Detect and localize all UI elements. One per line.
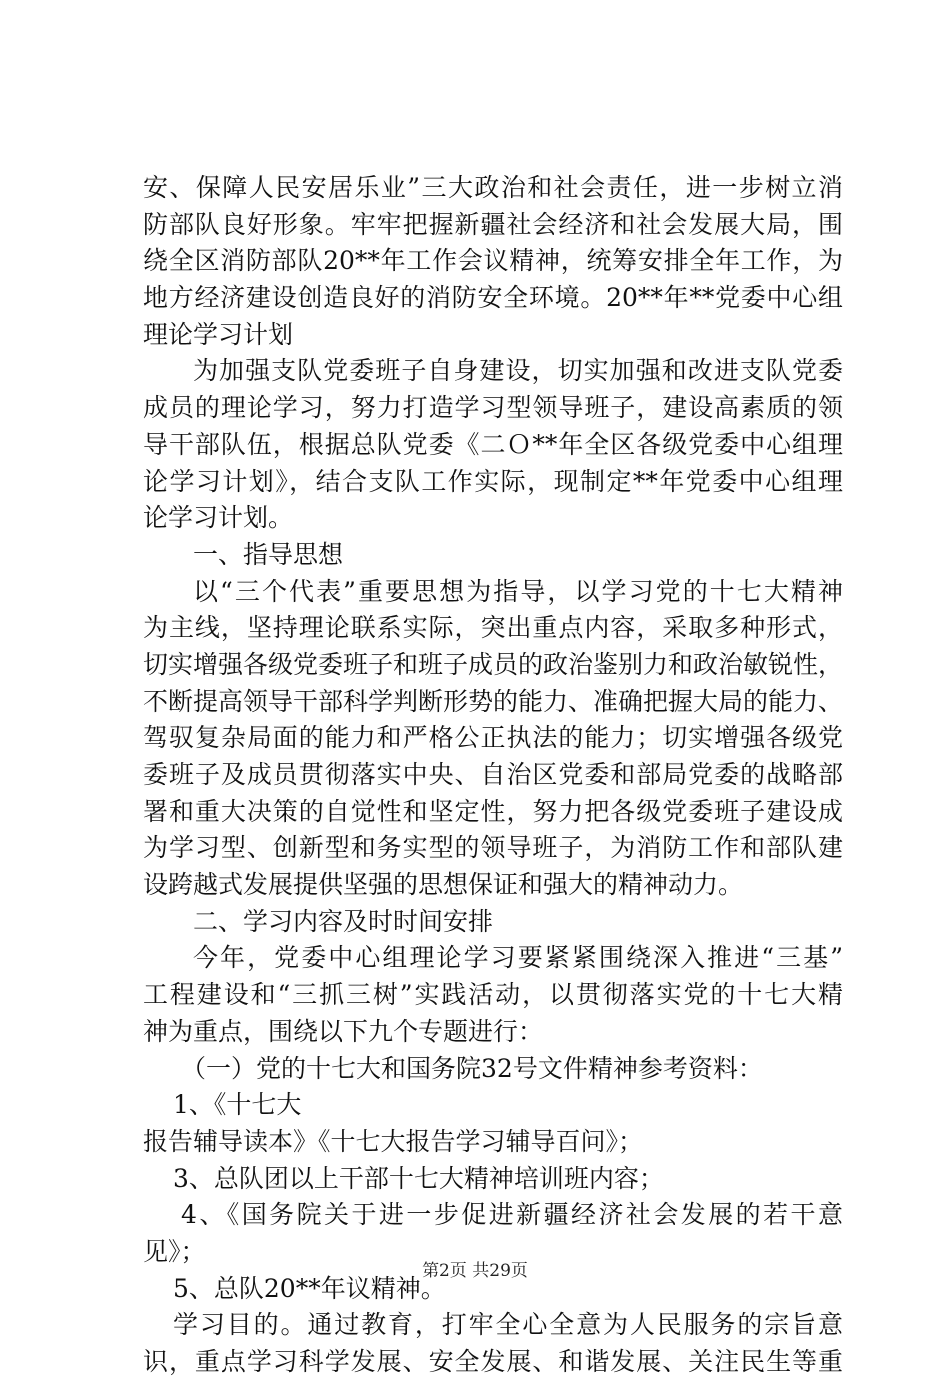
text-line: 地方经济建设创造良好的消防安全环境。20**年**党委中心组 [143, 283, 843, 313]
list-heading: （一）党的十七大和国务院32号文件精神参考资料： [181, 1053, 763, 1083]
text-line: 工程建设和“三抓三树”实践活动，以贯彻落实党的十七大精 [143, 980, 843, 1010]
text-line: 导干部队伍，根据总队党委《二Ｏ**年全区各级党委中心组理 [143, 429, 843, 459]
text-line: 论学习计划》，结合支队工作实际，现制定**年党委中心组理 [143, 466, 843, 496]
list-item: 1、《十七大 [173, 1090, 302, 1120]
text-line: 不断提高领导干部科学判断形势的能力、准确把握大局的能力、 [143, 686, 844, 716]
text-line: 成员的理论学习，努力打造学习型领导班子，建设高素质的领 [143, 393, 843, 423]
text-line: 委班子及成员贯彻落实中央、自治区党委和部局党委的战略部 [143, 760, 843, 789]
list-item: 5、总队20**年议精神。 [173, 1273, 446, 1303]
section-heading: 一、指导思想 [193, 539, 344, 569]
text-line: 以“三个代表”重要思想为指导，以学习党的十七大精神 [193, 576, 843, 606]
text-line: 为学习型、创新型和务实型的领导班子，为消防工作和部队建 [143, 833, 843, 863]
text-line: 绕全区消防部队20**年工作会议精神，统筹安排全年工作，为 [143, 246, 843, 276]
text-line: 识，重点学习科学发展、安全发展、和谐发展、关注民生等重 [143, 1347, 843, 1376]
text-line: 理论学习计划 [143, 319, 294, 349]
text-line: 署和重大决策的自觉性和坚定性，努力把各级党委班子建设成 [143, 796, 843, 826]
text-line: 学习目的。通过教育，打牢全心全意为人民服务的宗旨意 [173, 1310, 843, 1340]
text-line: 今年，党委中心组理论学习要紧紧围绕深入推进“三基” [193, 943, 843, 973]
list-item: 3、总队团以上干部十七大精神培训班内容； [173, 1163, 664, 1193]
text-line: 设跨越式发展提供坚强的思想保证和强大的精神动力。 [143, 870, 744, 900]
section-heading: 二、学习内容及时时间安排 [193, 906, 494, 936]
list-item-continuation: 报告辅导读本》《十七大报告学习辅导百问》； [143, 1126, 644, 1156]
text-line: 为主线，坚持理论联系实际，突出重点内容，采取多种形式， [143, 613, 843, 643]
document-body [143, 170, 843, 1381]
text-line: 切实增强各级党委班子和班子成员的政治鉴别力和政治敏锐性， [143, 649, 844, 679]
list-item: 4、《国务院关于进一步促进新疆经济社会发展的若干意 [181, 1200, 843, 1230]
text-line: 神为重点，围绕以下九个专题进行： [143, 1016, 544, 1046]
list-item-continuation: 见》； [143, 1236, 206, 1266]
text-line: 防部队良好形象。牢牢把握新疆社会经济和社会发展大局，围 [143, 209, 843, 239]
text-line: 为加强支队党委班子自身建设，切实加强和改进支队党委 [193, 356, 843, 386]
page-number-footer: 第2页 共29页 [422, 1261, 528, 1281]
text-line: 安、保障人民安居乐业”三大政治和社会责任，进一步树立消 [143, 173, 843, 202]
text-line: 驾驭复杂局面的能力和严格公正执法的能力；切实增强各级党 [143, 723, 843, 753]
text-line: 论学习计划。 [143, 503, 294, 533]
